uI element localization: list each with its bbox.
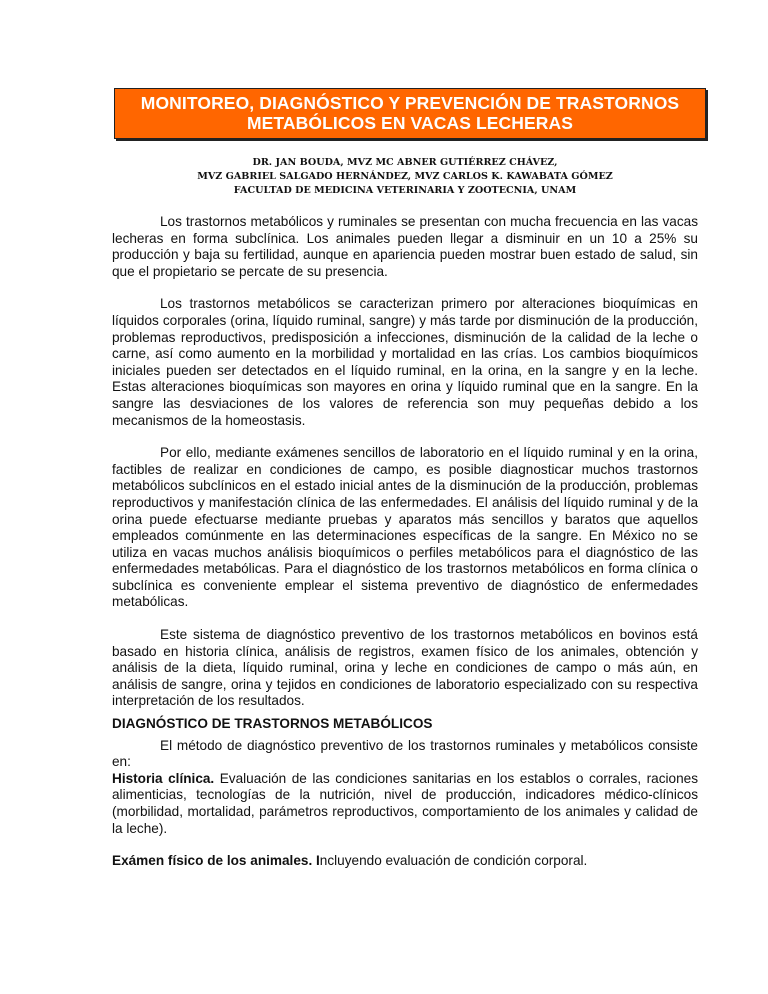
author-line-2: MVZ GABRIEL SALGADO HERNÁNDEZ, MVZ CARLOS K. KAWABATA GÓMEZ	[197, 171, 613, 182]
paragraph-biochemical-changes: Los trastornos metabólicos se caracterizan primero por alteraciones bioquímicas en líquidos corporales (orina, líquido ruminal, sangre) y más tarde por disminución de la producción, problemas reproductivos, predisposición a infecciones, disminución de la calidad de la leche o carne, así como aumento en la morbilidad y mortalidad en las crías. Los cambios bioquímicos iniciales pueden ser detectados en el líquido ruminal, en la orina, en la sangre y en la leche. Estas alteraciones bioquímicas son mayores en orina y líquido ruminal que en la sangre. En la sangre las desviaciones de los valores de referencia son muy pequeñas debido a los mecanismos de la homeostasis.	[112, 296, 698, 428]
physical-exam-label: Exámen físico de los animales. I	[112, 853, 320, 869]
paragraph-physical-exam	[112, 853, 698, 870]
paragraph-lab-exams: Por ello, mediante exámenes sencillos de laboratorio en el líquido ruminal y en la orina, factibles de realizar en condiciones de campo, es posible diagnosticar muchos trastornos metabólicos subclínicos en el estado inicial antes de la disminución de la producción, problemas reproductivos y manifestación clínica de las enfermedades. El análisis del líquido ruminal y de la orina puede efectuarse mediante pruebas y aparatos más sencillos y baratos que aquellos empleados comúnmente en las determinaciones específicas de la sangre. En México no se utiliza en vacas muchos análisis bioquímicos o perfiles metabólicos para el diagnóstico de las enfermedades metabólicas. Para el diagnóstico de los trastornos metabólicos en forma clínica o subclínica es conveniente emplear el sistema preventivo de diagnóstico de enfermedades metabólicas.	[112, 445, 698, 610]
physical-exam-text: ncluyendo evaluación de condición corporal.	[319, 853, 588, 869]
paragraph-method: El método de diagnóstico preventivo de los trastornos ruminales y metabólicos consiste en:	[112, 737, 698, 770]
section-heading: DIAGNÓSTICO DE TRASTORNOS METABÓLICOS	[112, 716, 433, 732]
paragraph-clinical-history	[112, 771, 698, 837]
document-title-line-1: MONITOREO, DIAGNÓSTICO Y PREVENCIÓN DE TRASTORNOS	[140, 93, 680, 113]
clinical-history-text: Evaluación de las condiciones sanitarias en los establos o corrales, raciones alimenticias, tecnologías de la nutrición, nivel de producción, indicadores médico-clínicos (morbilidad, mortalidad, parámetros reproductivos, comportamiento de los animales y calidad de la leche).	[112, 770, 698, 836]
document-title-line-2: METABÓLICOS EN VACAS LECHERAS	[246, 113, 574, 133]
author-line-1: DR. JAN BOUDA, MVZ MC ABNER GUTIÉRREZ CHÁVEZ,	[252, 157, 558, 168]
affiliation-line: FACULTAD DE MEDICINA VETERINARIA Y ZOOTECNIA, UNAM	[233, 185, 577, 196]
paragraph-preventive-system: Este sistema de diagnóstico preventivo de los trastornos metabólicos en bovinos está basado en historia clínica, análisis de registros, examen físico de los animales, obtención y análisis de la dieta, líquido ruminal, orina y leche en condiciones de campo o más aún, en análisis de sangre, orina y tejidos en condiciones de laboratorio especializado con su respectiva interpretación de los resultados.	[112, 627, 698, 709]
clinical-history-label: Historia clínica.	[112, 770, 215, 786]
document-page	[112, 88, 698, 870]
title-banner	[114, 88, 706, 139]
author-block	[112, 156, 698, 198]
paragraph-intro: Los trastornos metabólicos y ruminales se presentan con mucha frecuencia en las vacas lecheras en forma subclínica. Los animales pueden llegar a disminuir en un 10 a 25% su producción y baja su fertilidad, aunque en apariencia pueden mostrar buen estado de salud, sin que el propietario se percate de su presencia.	[112, 214, 698, 279]
